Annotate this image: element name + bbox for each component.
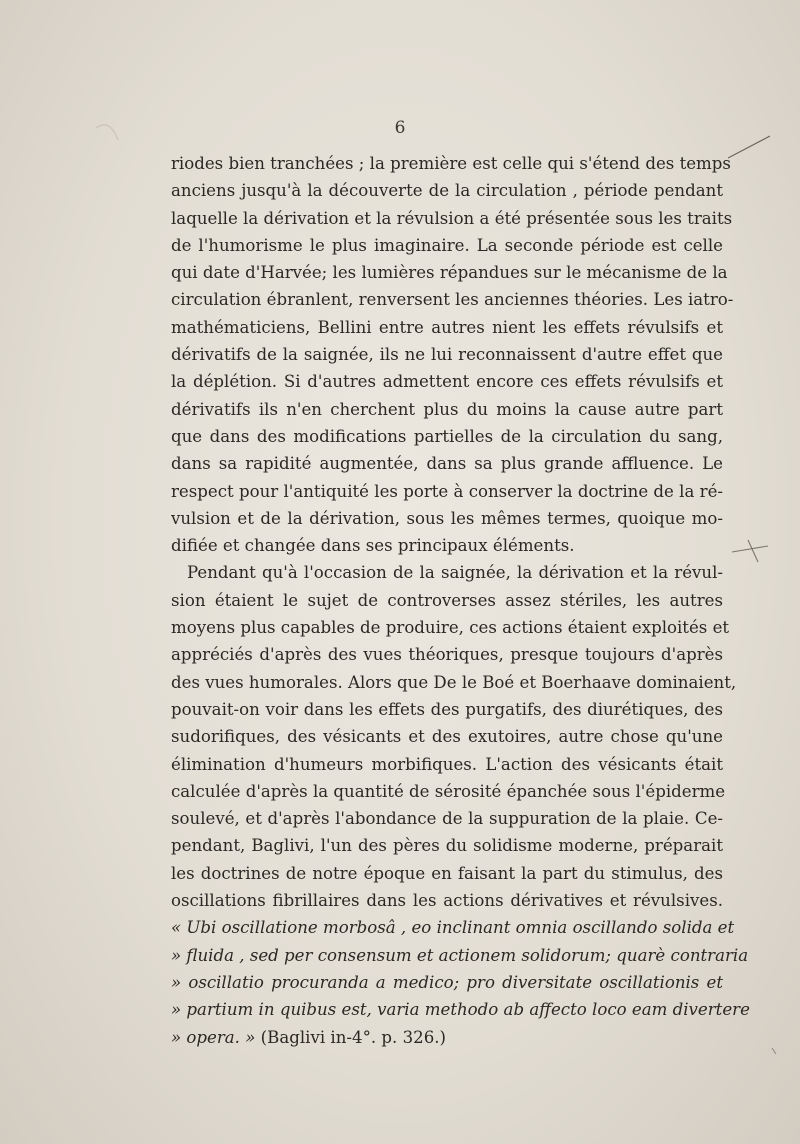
quote-last-line xyxy=(171,1024,723,1051)
text-line: dérivatifs ils n'en cherchent plus du moins la cause autre part xyxy=(171,399,723,419)
text-line: calculée d'après la quantité de sérosité épanchée sous l'épiderme xyxy=(171,781,726,801)
text-line: oscillations fibrillaires dans les actions dérivatives et révulsives. xyxy=(171,891,723,911)
quote-line: » fluida , sed per consensum et actionem solidorum; quarè contraria xyxy=(171,945,749,965)
text-line: mathématiciens, Bellini entre autres nient les effets révulsifs et xyxy=(171,317,723,337)
text-line: difiée et changée dans ses principaux éléments. xyxy=(171,536,575,556)
quote-line: » oscillatio procuranda a medico; pro diversitate oscillationis et xyxy=(171,972,723,992)
text-line: de l'humorisme le plus imaginaire. La seconde période est celle xyxy=(171,235,723,255)
text-line: la déplétion. Si d'autres admettent encore ces effets révulsifs et xyxy=(171,372,723,392)
text-line: qui date d'Harvée; les lumières répandues sur le mécanisme de la xyxy=(171,263,728,283)
text-line: que dans des modifications partielles de la circulation du sang, xyxy=(171,426,723,446)
quote-reference: (Baglivi in-4°. p. 326.) xyxy=(255,1027,447,1047)
text-line: vulsion et de la dérivation, sous les mêmes termes, quoique mo- xyxy=(171,508,723,528)
text-line: moyens plus capables de produire, ces actions étaient exploités et xyxy=(171,618,730,638)
text-line: des vues humorales. Alors que De le Boé et Boerhaave dominaient, xyxy=(171,672,737,692)
text-line: riodes bien tranchées ; la première est celle qui s'étend des temps xyxy=(171,154,731,173)
text-line: anciens jusqu'à la découverte de la circulation , période pendant xyxy=(171,181,723,201)
text-line: laquelle la dérivation et la révulsion a été présentée sous les traits xyxy=(171,208,733,228)
text-line: pouvait-on voir dans les effets des purgatifs, des diurétiques, des xyxy=(171,699,723,719)
text-line: dérivatifs de la saignée, ils ne lui reconnaissent d'autre effet que xyxy=(171,345,723,365)
text-line: pendant, Baglivi, l'un des pères du solidisme moderne, préparait xyxy=(171,836,723,856)
page-number: 6 xyxy=(394,118,406,138)
text-line: soulevé, et d'après l'abondance de la suppuration de la plaie. Ce- xyxy=(171,809,723,829)
text-line: appréciés d'après des vues théoriques, presque toujours d'après xyxy=(171,645,723,665)
text-line: sion étaient le sujet de controverses assez stériles, les autres xyxy=(171,590,723,610)
text-line: dans sa rapidité augmentée, dans sa plus grande affluence. Le xyxy=(171,454,723,474)
text-line: les doctrines de notre époque en faisant la part du stimulus, des xyxy=(171,863,723,883)
text-line: sudorifiques, des vésicants et des exutoires, autre chose qu'une xyxy=(171,727,723,747)
quote-line: » partium in quibus est, varia methodo ab affecto loco eam divertere xyxy=(171,1000,750,1020)
text-line: élimination d'humeurs morbifiques. L'action des vésicants était xyxy=(171,754,723,774)
quote-end: » opera. » xyxy=(171,1027,256,1047)
quote-line: « Ubi oscillatione morbosâ , eo inclinant omnia oscillando solida et xyxy=(171,918,735,938)
body-text xyxy=(171,150,750,1051)
text-line: Pendant qu'à l'occasion de la saignée, la dérivation et la révul- xyxy=(187,563,723,583)
text-line: respect pour l'antiquité les porte à conserver la doctrine de la ré- xyxy=(171,481,723,501)
text-line: circulation ébranlent, renversent les anciennes théories. Les iatro- xyxy=(171,290,734,310)
